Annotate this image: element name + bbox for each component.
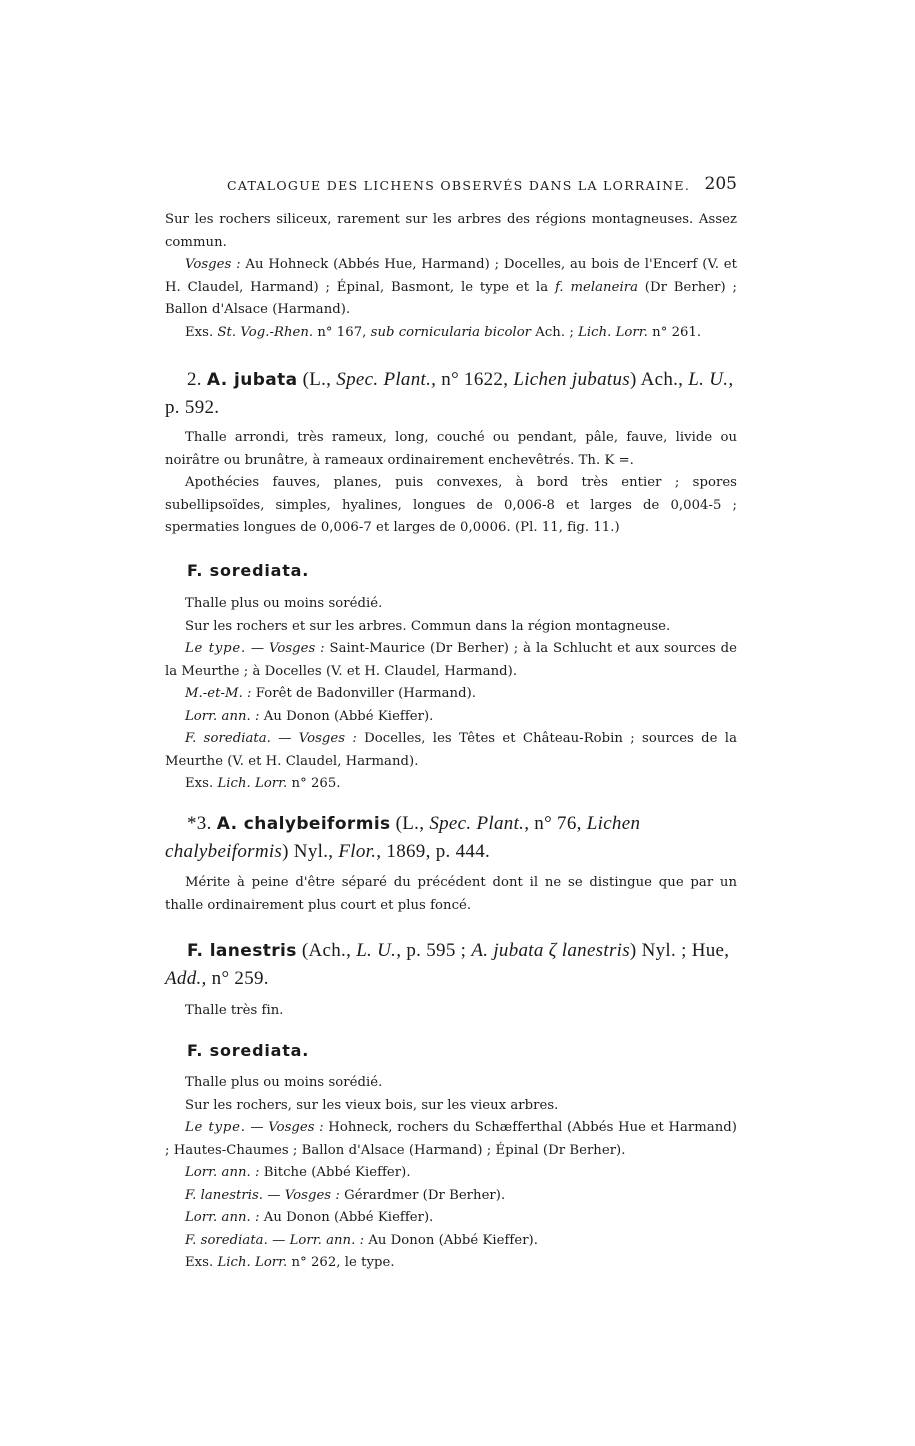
line-lorr (165, 706, 737, 729)
ref-text: (Ach., (296, 940, 357, 961)
ref-work-2: Flor., (338, 841, 382, 862)
thalle-description: Thalle arrondi, très rameux, long, couché ou pendant, pâle, fauve, livide ou noirâtre ou brunâtre, à rameaux ordinairement enchevêtrés. Th. K =. (165, 430, 737, 468)
form-label: F. sorediata. (185, 731, 271, 746)
dash: — (263, 1187, 285, 1203)
line-lorr-2 (165, 1207, 737, 1230)
exs-number-2: n° 261. (647, 324, 702, 340)
habitat-text: Sur les rochers siliceux, rarement sur les arbres des régions montagneuses. Assez commun. (165, 212, 737, 250)
region-label: Vosges : (268, 641, 325, 656)
locality-text: Bitche (Abbé Kieffer). (259, 1165, 411, 1180)
region-label: Lorr. ann. : (289, 1232, 365, 1248)
region-label: M.-et-M. : (185, 686, 252, 701)
form-sorediata-2 (165, 1041, 737, 1060)
dash: — (245, 1120, 269, 1135)
ref-author: ) Ach., (629, 369, 689, 390)
line-type (165, 1117, 737, 1162)
line-thalle: Thalle plus ou moins sorédié. (185, 596, 383, 611)
form-title: F. sorediata. (187, 561, 310, 580)
ref-work-2: L. U., (688, 369, 734, 390)
ref-author: ) Nyl. ; Hue, (629, 940, 730, 961)
form-sorediata-1 (165, 561, 737, 580)
dash: — (267, 1232, 290, 1248)
ref-text: (L., (297, 369, 337, 390)
ref-number: n° 259. (206, 968, 269, 989)
exs-number: n° 262, le type. (287, 1255, 395, 1270)
locality-text: Hohneck, rochers du Schæfferthal (Abbés Hue et Harmand) ; Hautes-Chaumes ; Ballon d'Alsace (Harmand) ; Épinal (Dr Berher). (165, 1120, 737, 1158)
ref-author: ) Nyl., (282, 841, 339, 862)
form-label: F. sorediata. (185, 1232, 268, 1248)
form-lanestris-heading (165, 937, 737, 992)
line-form (165, 728, 737, 773)
ref-page: 1869, p. 444. (381, 841, 491, 862)
form-sorediata-2-body (165, 1072, 737, 1275)
ref-number: n° 1622, (436, 369, 514, 390)
ref-basionym: Lichen jubatus (513, 369, 630, 390)
locality-text: Gérardmer (Dr Berher). (339, 1187, 506, 1203)
apothecies-description: Apothécies fauves, planes, puis convexes, à bord très entier ; spores subellipsoïdes, simples, hyalines, longues de 0,006-8 et larges de 0,004-5 ; spermaties longues de 0,006-7 et larges de 0,0006. (Pl. 11, fig. 11.) (165, 475, 737, 535)
species-2-description (165, 427, 737, 540)
ref-work: Spec. Plant., (429, 813, 530, 834)
locality-text: Au Donon (Abbé Kieffer). (259, 1210, 434, 1225)
type-label: Le type. (185, 1120, 246, 1135)
ref-text: (L., (390, 813, 430, 834)
locality-text: Au Donon (Abbé Kieffer). (259, 708, 434, 724)
ref-basionym: Lichen chalybeiformis (165, 813, 641, 862)
form-sorediata-1-body (165, 593, 737, 796)
vosges-text: Au Hohneck (Abbés Hue, Harmand) ; Docelles, au bois de l'Encerf (V. et H. Claudel, Harmand) ; Épinal, Basmont, le type et la (165, 257, 737, 295)
line-type (165, 638, 737, 683)
dash: — (245, 641, 269, 656)
species-name: A. jubata (206, 370, 298, 390)
line-exs (165, 1252, 737, 1275)
dash: — (270, 731, 299, 746)
region-label: Vosges : (298, 731, 357, 746)
line-form-sorediata (165, 1230, 737, 1253)
exs-label: Exs. (185, 1255, 218, 1270)
form-name: f. melaneira (554, 279, 638, 295)
exs-series-2: Lich. Lorr. (578, 324, 648, 340)
exs-number: n° 265. (287, 776, 341, 791)
species-2-heading (165, 366, 737, 421)
line-habitat: Sur les rochers et sur les arbres. Commun dans la région montagneuse. (185, 618, 671, 634)
region-label: Lorr. ann. : (185, 1210, 260, 1225)
exs-author: Ach. ; (531, 324, 579, 340)
exs-label: Exs. (185, 776, 218, 791)
species-3-description (165, 872, 737, 917)
species-3-text: Mérite à peine d'être séparé du précédent dont il ne se distingue que par un thalle ordinairement plus court et plus foncé. (165, 875, 737, 913)
page (165, 0, 737, 1446)
locality-text: Saint-Maurice (Dr Berher) ; à la Schlucht et aux sources de la Meurthe ; à Docelles (V. et H. Claudel, Harmand). (165, 641, 737, 679)
page-number: 205 (704, 174, 737, 194)
ref-work-2: Add., (165, 968, 207, 989)
line-lorr (165, 1162, 737, 1185)
ref-synonym: A. jubata ζ lanestris (471, 940, 630, 961)
line-exs (165, 773, 737, 796)
exs-series: Lich. Lorr. (217, 1255, 288, 1270)
vosges-localities (165, 254, 737, 322)
region-label: Lorr. ann. : (185, 1165, 260, 1180)
species-number: 2. (187, 369, 202, 390)
running-header (227, 174, 737, 194)
exs-number: n° 167, (313, 324, 371, 340)
ref-work: L. U., (356, 940, 402, 961)
intro-block (165, 209, 737, 344)
locality-text: Au Donon (Abbé Kieffer). (364, 1232, 538, 1248)
exs-synonym: sub cornicularia bicolor (370, 324, 532, 340)
form-title: F. sorediata. (187, 1041, 310, 1060)
ref-page: p. 592. (165, 397, 220, 418)
line-form-lanestris (165, 1185, 737, 1208)
form-label: F. lanestris. (185, 1187, 264, 1203)
species-3-heading (165, 810, 737, 865)
exs-series: Lich. Lorr. (217, 776, 288, 791)
ref-work: Spec. Plant., (336, 369, 437, 390)
exs-series: St. Vog.-Rhen. (217, 324, 314, 340)
locality-text: Forêt de Badonviller (Harmand). (251, 686, 477, 701)
region-label: Vosges : (268, 1120, 324, 1135)
vosges-text-end: (Dr Berher) ; Ballon d'Alsace (Harmand). (165, 279, 737, 317)
ref-number: n° 76, (529, 813, 587, 834)
running-title: CATALOGUE DES LICHENS OBSERVÉS DANS LA LORRAINE. (227, 178, 691, 193)
line-mm (165, 683, 737, 706)
species-number: *3. (187, 813, 212, 834)
lanestris-text: Thalle très fin. (185, 1003, 284, 1018)
form-lanestris-body (165, 1000, 737, 1023)
region-label: Vosges : (284, 1187, 340, 1203)
type-label: Le type. (185, 641, 246, 656)
line-habitat: Sur les rochers, sur les vieux bois, sur les vieux arbres. (185, 1097, 559, 1113)
ref-page: p. 595 ; (401, 940, 472, 961)
locality-text: Docelles, les Têtes et Château-Robin ; sources de la Meurthe (V. et H. Claudel, Harmand). (165, 731, 737, 769)
vosges-label: Vosges : (185, 257, 241, 272)
form-name: F. lanestris (187, 941, 297, 961)
exs-label: Exs. (185, 324, 218, 340)
region-label: Lorr. ann. : (185, 708, 260, 724)
exsiccata (165, 322, 737, 345)
species-name: A. chalybeiformis (216, 814, 391, 834)
line-thalle: Thalle plus ou moins sorédié. (185, 1075, 383, 1090)
